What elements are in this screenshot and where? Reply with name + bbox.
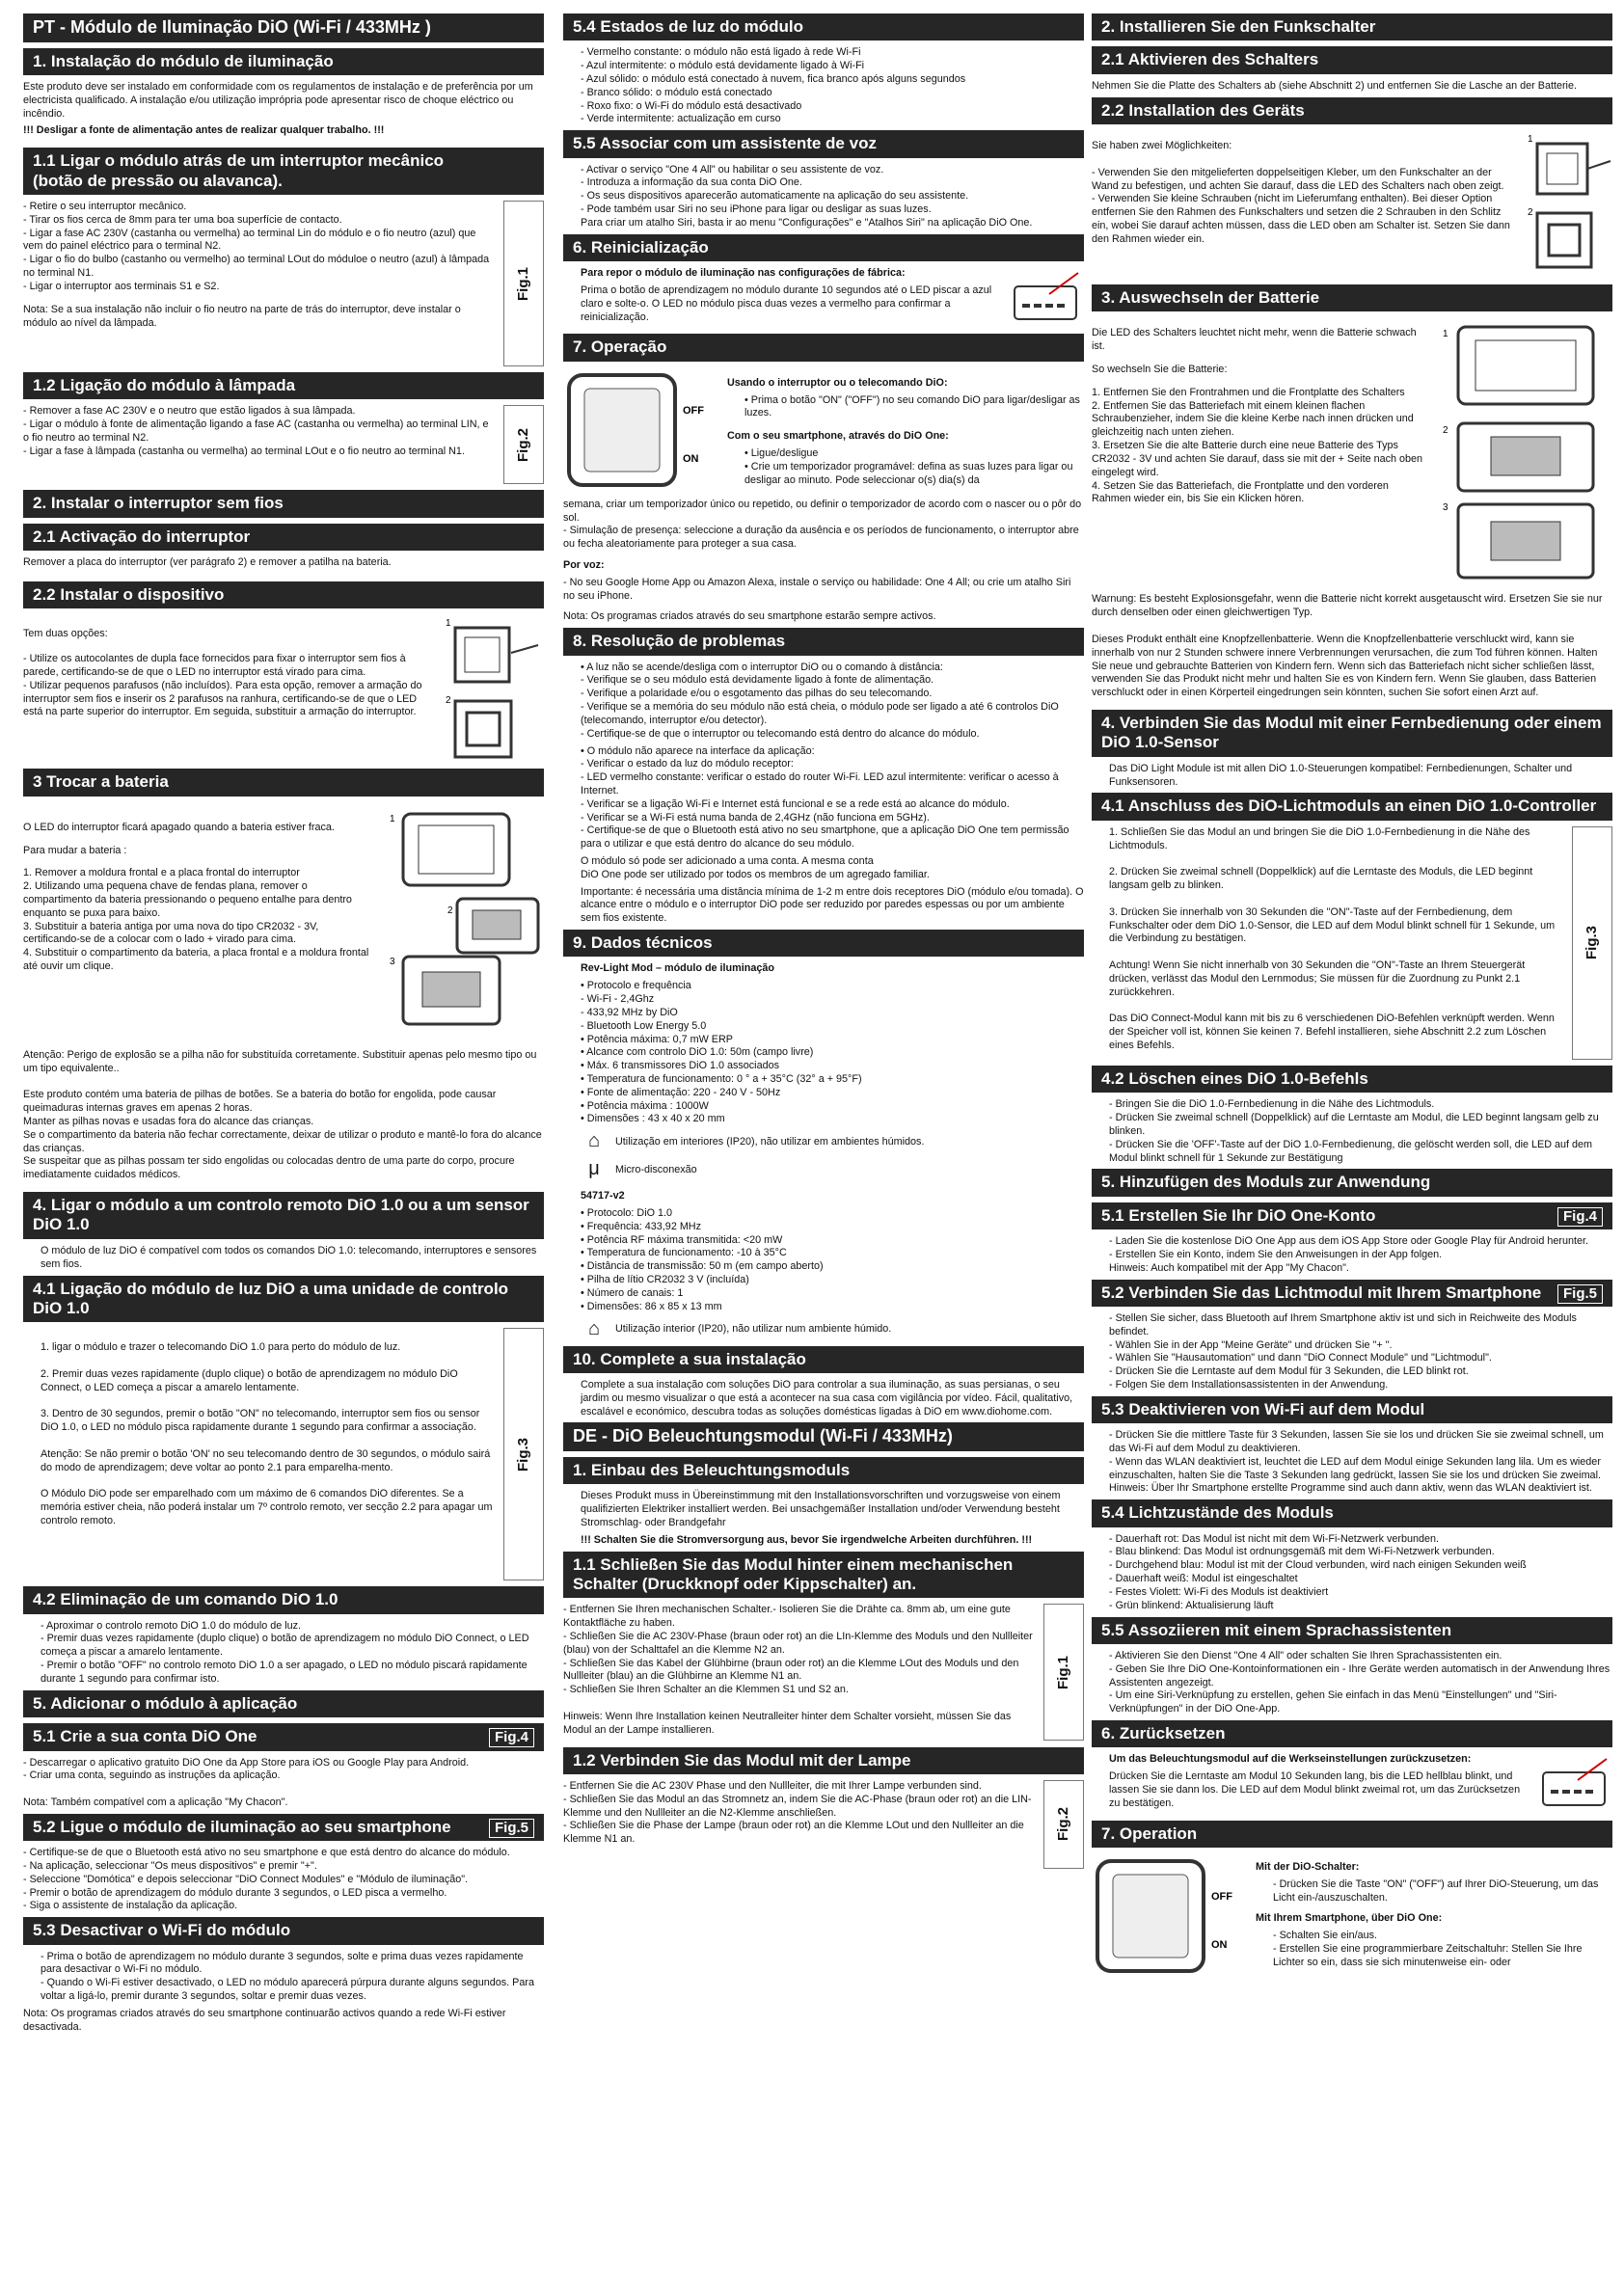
de-s3-battery-safety: Dieses Produkt enthält eine Knopfzellenbatterie. Wenn die Knopfzellenbatterie verschluckt wird, kann sie innerhalb von nur 2 Stunden schwere innere Verbrennungen verursachen, die zum Tod führen können. Halten Sie neue und gebrauchte Batterien von Kindern fern. Wenn sich das Batteriefach nicht sicher schließen lässt, verwenden Sie das Produkt nicht mehr und halten Sie es von Kindern fern. Wenn Sie glauben, dass Batterien verschluckt oder in einen Körperteil eingedrungen sein könnten, suchen Sie sofort einen Arzt auf. [1092, 634, 1598, 699]
svg-text:2: 2 [447, 905, 453, 916]
de-s7-block [1092, 1853, 1612, 1979]
de-s11-block [563, 1604, 1084, 1741]
de-s4-text: Das DiO Light Module ist mit allen DiO 1.0-Steuerungen kompatibel: Fernbedienungen, Schalter und Funksensoren. [1109, 762, 1573, 788]
pt-s8-text-3: O módulo só pode ser adicionado a uma conta. A mesma conta DiO One pode ser utilizado por todos os membros de um agregado familiar. [581, 855, 930, 880]
de-s53-heading: 5.3 Deaktivieren von Wi-Fi auf dem Modul [1092, 1396, 1612, 1423]
de-fig3-label: Fig.3 [1572, 826, 1612, 1060]
pt-s51-heading: 5.1 Crie a sua conta DiO One Fig.4 [23, 1723, 544, 1750]
off-label: OFF [683, 404, 704, 417]
de-module-reset-illustration [1535, 1753, 1612, 1811]
pt-s54-heading: 5.4 Estados de luz do módulo [563, 14, 1084, 41]
pt-s7-note: Nota: Os programas criados através do seu smartphone estarão sempre activos. [563, 610, 936, 623]
pt-s3-text-2: Para mudar a bateria : [23, 844, 127, 856]
pt-s7-bold-1: Usando o interruptor ou o telecomando DiO: [727, 376, 948, 389]
de-s55-text: - Aktivieren Sie den Dienst "One 4 All" oder schalten Sie Ihren Sprachassistenten ein. - Geben Sie Ihre DiO One-Kontoinformationen ein - Ihre Geräte werden automatisch in der Anwendung Ihres Assistenten angezeigt. - Um eine Siri-Verknüpfung zu erstellen, gehen Sie einfach in das Menü "Einstellungen" und "Siri-Verknüpfungen" in der DiO One-App. [1109, 1649, 1610, 1715]
pt-s4-text: O módulo de luz DiO é compatível com todos os comandos DiO 1.0: telecomando, interruptores e sensores sem fios. [41, 1244, 537, 1270]
pt-s22-block [23, 614, 544, 759]
de-s1-warning: !!! Schalten Sie die Stromversorgung aus, bevor Sie irgendwelche Arbeiten durchführen. !!! [581, 1533, 1033, 1546]
pt-s53-note: Nota: Os programas criados através do seu smartphone continuarão activos quando a rede Wi-Fi estiver desactivada. [23, 2007, 506, 2033]
on-label: ON [683, 452, 699, 465]
de-s21-heading: 2.1 Aktivieren des Schalters [1092, 46, 1612, 73]
de-s21-text: Nehmen Sie die Platte des Schalters ab (siehe Abschnitt 2) und entfernen Sie die Lasche an der Batterie. [1092, 79, 1577, 92]
de-s7-text-1: - Drücken Sie die Taste "ON" ("OFF") auf Ihrer DiO-Steuerung, um das Licht ein-/auszuschalten. [1273, 1877, 1599, 1904]
pt-s53-text: - Prima o botão de aprendizagem no módulo durante 3 segundos, solte e prima duas vezes rapidamente para desactivar o Wi-Fi no módulo. - Quando o Wi-Fi estiver desactivado, o LED no módulo aparecerá púrpura durante alguns segundos. Para voltar a ligá-lo, premir durante 3 segundos, soltar e premir duas vezes. [41, 1950, 534, 2003]
de-s3-text-2: So wechseln Sie die Batterie: [1092, 364, 1228, 375]
de-switch-mount-illustration [1526, 130, 1612, 275]
svg-text:3: 3 [390, 956, 395, 967]
de-s6-block [1092, 1753, 1612, 1814]
svg-text:2: 2 [446, 695, 451, 707]
micro-disconnect-row: μ Micro-disconexão [581, 1158, 1084, 1180]
de-s6-text: Drücken Sie die Lerntaste am Modul 10 Sekunden lang, bis die LED hellblau blinkt, und lassen Sie sie dann los. Die LED auf dem Modul blinkt zweimal rot, um das Zurücksetzen zu bestätigen. [1109, 1770, 1521, 1809]
pt-s8-text-1: • A luz não se acende/desliga com o interruptor DiO ou o comando à distância: - Verifique se o seu módulo está devidamente ligado à fonte de alimentação. - Verifique a polaridade e/ou o esgotamento das pilhas do seu telecomando. - Verifique se a memória do seu módulo não está cheia, o módulo pode ser ligado a até 6 controlos DiO (telecomando, interruptor e/ou detector). - Certifique-se de que o interruptor ou telecomando está dentro do alcance do módulo. [581, 661, 1059, 740]
de-s54-heading: 5.4 Lichtzustände des Moduls [1092, 1499, 1612, 1526]
de-s7-heading: 7. Operation [1092, 1821, 1612, 1848]
pt-s7-text-3: semana, criar um temporizador único ou repetido, ou definir o temporizador de acordo com o nascer ou o pôr do sol. - Simulação de presença: seleccione a duração da ausência e os períodos de funcionamento, o interruptor abre ou fecha aleatoriamente para proteger a sua casa. [563, 498, 1082, 551]
pt-s7-text-2: • Ligue/desligue • Crie um temporizador programável: defina as suas luzes para ligar ou desligar ao minuto. Pode seleccionar o(s) dia(s) da [744, 447, 1073, 486]
pt-s7-bold-3: Por voz: [563, 559, 605, 571]
de-s55-heading: 5.5 Assoziieren mit einem Sprachassistenten [1092, 1617, 1612, 1644]
pt-s52-heading: 5.2 Ligue o módulo de iluminação ao seu smartphone Fig.5 [23, 1814, 544, 1841]
house-icon: ⌂ [587, 1130, 601, 1152]
module-reset-illustration [1007, 267, 1084, 325]
pt-s12-text: - Remover a fase AC 230V e o neutro que estão ligados à sua lâmpada. - Ligar o módulo à fonte de alimentação ligando a fase AC (castanha ou vermelha) ao terminal LIN, e o fio neutro ao terminal N2. - Ligar a fase à lâmpada (castanha ou vermelha) ao terminal LOut e o fio neutro ao terminal N1. [23, 405, 489, 457]
pt-s11-block [23, 201, 544, 366]
de-s6-bold: Um das Beleuchtungsmodul auf die Werkseinstellungen zurückzusetzen: [1109, 1753, 1472, 1766]
de-switch-on-off-illustration [1092, 1853, 1246, 1979]
de-s3-warning: Warnung: Es besteht Explosionsgefahr, wenn die Batterie nicht korrekt ausgetauscht wird. Ersetzen Sie sie nur durch denselben oder einen gleichwertigen Typ. [1092, 593, 1603, 619]
pt-s10-text: Complete a sua instalação com soluções DiO para controlar a sua iluminação, as suas persianas, o seu jardim ou mesmo visualizar o que está a acontecer na sua casa com vigilância por vídeo. Fácil, qualitativo, escalável e económico, descubra todas as soluções domésticas ligadas à DiO em www.diohome.com. [581, 1378, 1073, 1418]
de-s12-block [563, 1780, 1084, 1869]
pt-s41-text: 1. ligar o módulo e trazer o telecomando DiO 1.0 para perto do módulo de luz. 2. Premir duas vezes rapidamente (duplo clique) o botão de aprendizagem no módulo DiO Connect, o LED começa a piscar a amarelo lentamente. 3. Dentro de 30 segundos, premir o botão "ON" no telecomando, interruptor sem fios ou sensor DiO 1.0, o LED no módulo pisca rapidamente durante 1 segundo para confirmar a associação. Atenção: Se não premir o botão 'ON' no seu telecomando dentro de 30 segundos, o módulo sairá do modo de aprendizagem; deve voltar ao ponto 2.1 para emparelha-mento. O Módulo DiO pode ser emparelhado com um máximo de 6 comandos DiO diferentes. Se a memória estiver cheia, não poderá instalar um 7º controlo remoto, ver secção 2.2 para apagar um controlo remoto. [41, 1341, 493, 1526]
svg-text:1: 1 [446, 618, 451, 630]
pt-s42-text: - Aproximar o controlo remoto DiO 1.0 do módulo de luz. - Premir duas vezes rapidamente (duplo clique) o botão de aprendizagem no módulo DiO Connect, o LED começa a piscar a amarelo lentamente. - Premir o botão "OFF" no controlo remoto DiO 1.0 a ser apagado, o LED no módulo piscará rapidamente durante 1 segundo para confirmar isto. [41, 1619, 529, 1685]
column-3 [1092, 14, 1612, 1985]
de-s53-text: - Drücken Sie die mittlere Taste für 3 Sekunden, lassen Sie sie los und drücken Sie sie zweimal schnell, um das Wi-Fi auf dem Modul zu deaktivieren. - Wenn das WLAN deaktiviert ist, leuchtet die LED auf dem Modul einige Sekunden lang lila. Um es wieder einzuschalten, halten Sie die Taste 3 Sekunden lang gedrückt, lassen Sie sie los und drücken Sie zweimal. Hinweis: Über Ihr Smartphone erstellte Programme sind auch dann aktiv, wenn das WLAN deaktiviert ist. [1109, 1429, 1604, 1495]
pt-s8-text-4: Importante: é necessária uma distância mínima de 1-2 m entre dois receptores DiO (módulo e/ou tomada). O alcance entre o módulo e o interruptor DiO pode ser reduzido por paredes espessas ou por um ambiente sem fios existente. [581, 885, 1084, 925]
pt-s3-heading: 3 Trocar a bateria [23, 769, 544, 796]
de-s5-heading: 5. Hinzufügen des Moduls zur Anwendung [1092, 1169, 1612, 1196]
svg-text:1: 1 [1443, 329, 1448, 340]
svg-text:2: 2 [1528, 206, 1533, 218]
switch-on-off-illustration [563, 367, 717, 493]
de-s22-text-2: - Verwenden Sie den mitgelieferten doppelseitigen Kleber, um den Funkschalter an der Wand zu befestigen, und achten Sie darauf, dass die LED des Schalters nach oben zeigt. - Verwenden Sie kleine Schrauben (nicht im Lieferumfang enthalten). Bei dieser Option entfernen Sie den Rahmen des Funkschalters und setzen die 2 Schrauben in den Schlitz ein, wobei Sie darauf achten müssen, dass die LED oben am Schalter ist. Setzen Sie dann den Rahmen wieder ein. [1092, 166, 1510, 245]
pt-s51-text: - Descarregar o aplicativo gratuito DiO One da App Store para iOS ou Google Play para Android. - Criar uma conta, seguindo as instruções da aplicação. Nota: Também compatível com a aplicação "My Chacon". [23, 1756, 470, 1808]
pt-s22-text-2: - Utilize os autocolantes de dupla face fornecidos para fixar o interruptor sem fios à parede, certificando-se de que o LED no interruptor está virado para cima. - Utilizar pequenos parafusos (não incluídos). Para esta opção, remover a armação do interruptor sem fios e inserir os 2 parafusos na ranhura, certificando-se de que o LED está na parte superior do interruptor. Em seguida, substituir a armação do interruptor. [23, 653, 422, 718]
pt-s41-block [23, 1328, 544, 1580]
pt-s3-battery-safety: Este produto contém uma bateria de pilhas de botões. Se a bateria do botão for engolida, pode causar queimaduras internas graves em apenas 2 horas. Manter as pilhas novas e usadas fora do alcance das crianças. Se o compartimento da bateria não fechar correctamente, deixar de utilizar o produto e mantê-lo fora do alcance das crianças. Se suspeitar que as pilhas possam ter sido engolidas ou colocadas dentro de uma parte do corpo, procure imediatamente cuidados médicos. [23, 1089, 542, 1181]
pt-s52-text: - Certifique-se de que o Bluetooth está ativo no seu smartphone e que está dentro do alcance do módulo. - Na aplicação, seleccionar "Os meus dispositivos" e premir "+". - Seleccione "Domótica" e depois seleccionar "DiO Connect Modules" e "Módulo de iluminação". - Premir o botão de aprendizagem do módulo durante 3 segundos, o LED pisca a vermelho. - Siga o assistente de instalação da aplicação. [23, 1847, 510, 1912]
de-s51-text: - Laden Sie die kostenlose DiO One App aus dem iOS App Store oder Google Play für Android herunter. - Erstellen Sie ein Konto, indem Sie den Anweisungen in der App folgen. Hinweis: Auch kompatibel mit der App "My Chacon". [1109, 1235, 1588, 1274]
pt-s7-text-4: - No seu Google Home App ou Amazon Alexa, instale o serviço ou habilidade: One 4 All; ou crie um atalho Siri no seu iPhone. [563, 576, 1071, 602]
pt-s21-heading: 2.1 Activação do interruptor [23, 524, 544, 551]
pt-s7-block [563, 367, 1084, 493]
pt-s7-text-1: • Prima o botão "ON" ("OFF") no seu comando DiO para ligar/desligar as luzes. [744, 393, 1080, 419]
svg-text:3: 3 [1443, 502, 1448, 514]
pt-s11-text: - Retire o seu interruptor mecânico. - Tirar os fios cerca de 8mm para ter uma boa superfície de contacto. - Ligar a fase AC 230V (castanha ou vermelha) ao terminal Lin do módulo e o fio neutro (azul) que vem do painel eléctrico para o terminal N2. - Ligar o fio do bulbo (castanho ou vermelho) ao terminal LOut do móduloe o neutro (azul) à lâmpada no terminal N1. - Ligar o interruptor aos terminais S1 e S2. [23, 201, 490, 292]
pt-s41-heading: 4.1 Ligação do módulo de luz DiO a uma unidade de controlo DiO 1.0 [23, 1276, 544, 1323]
pt-s22-text-1: Tem duas opções: [23, 628, 108, 640]
pt-s6-bold: Para repor o módulo de iluminação nas configurações de fábrica: [581, 267, 906, 280]
fig5-label: Fig.5 [489, 1819, 534, 1838]
switch-mount-illustration [438, 614, 544, 759]
de-s3-heading: 3. Auswechseln der Batterie [1092, 284, 1612, 311]
de-fig1-label: Fig.1 [1043, 1604, 1084, 1741]
fig3-label: Fig.3 [503, 1328, 544, 1580]
pt-s8-text-2: • O módulo não aparece na interface da aplicação: - Verificar o estado da luz do módulo receptor: - LED vermelho constante: verificar o estado do router Wi-Fi. LED azul intermitente: verificar o acesso à Internet. - Verificar se a ligação Wi-Fi e Internet está funcional e se a rede está ao alcance do módulo. - Verificar se a Wi-Fi está numa banda de 2,4GHz (não funciona em 5GHz). - Certifique-se de que o Bluetooth está ativo no seu smartphone, que a aplicação DiO One tem permissão para o utilizar e que está dentro do alcance do seu módulo. [581, 744, 1069, 851]
de-fig2-label: Fig.2 [1043, 1780, 1084, 1869]
de-s1-heading: 1. Einbau des Beleuchtungsmoduls [563, 1457, 1084, 1484]
de-s41-heading: 4.1 Anschluss des DiO-Lichtmoduls an einen DiO 1.0-Controller [1092, 793, 1612, 820]
de-off-label: OFF [1211, 1891, 1232, 1903]
pt-s4-heading: 4. Ligar o módulo a um controlo remoto DiO 1.0 ou a um sensor DiO 1.0 [23, 1192, 544, 1239]
pt-s10-heading: 10. Complete a sua instalação [563, 1346, 1084, 1373]
pt-s55-text: - Activar o serviço "One 4 All" ou habilitar o seu assistente de voz. - Introduza a informação da sua conta DiO One. - Os seus dispositivos aparecerão automaticamente na aplicação do seu assistente. - Pode também usar Siri no seu iPhone para ligar ou desligar as suas luzes. Para criar um atalho Siri, basta ir ao menu "Configurações" e "Atalhos Siri" na aplicação DiO One. [581, 163, 1033, 229]
de-battery-replace-illustration [1439, 317, 1612, 587]
pt-s9-text-1: • Protocolo e frequência - Wi-Fi - 2,4Ghz - 433,92 MHz by DiO - Bluetooth Low Energy 5.0 • Potência máxima: 0,7 mW ERP • Alcance com controlo DiO 1.0: 50m (campo livre) • Máx. 6 transmissores DiO 1.0 associados • Temperatura de funcionamento: 0 ° a + 35°C (32° a + 95°F) • Fonte de alimentação: 220 - 240 V - 50Hz • Potência máxima : 1000W • Dimensões : 43 x 40 x 20 mm [581, 980, 862, 1125]
indoor-use-row-2: ⌂ Utilização interior (IP20), não utilizar num ambiente húmido. [581, 1318, 1084, 1340]
de-s7-bold-2: Mit Ihrem Smartphone, über DiO One: [1256, 1912, 1443, 1925]
pt-s22-heading: 2.2 Instalar o dispositivo [23, 581, 544, 608]
de-s51-heading: 5.1 Erstellen Sie Ihr DiO One-Konto Fig.4 [1092, 1202, 1612, 1229]
indoor-use-row: ⌂ Utilização em interiores (IP20), não utilizar em ambientes húmidos. [581, 1130, 1084, 1152]
column-2 [563, 14, 1084, 1875]
pt-s1-warning: !!! Desligar a fonte de alimentação antes de realizar qualquer trabalho. !!! [23, 124, 385, 137]
de-s3-steps: 1. Entfernen Sie den Frontrahmen und die Frontplatte des Schalters 2. Entfernen Sie das Batteriefach mit einem kleinen flachen Schraubenzieher, indem Sie die kleine Kerbe nach innen drücken und gleichzeitig nach unten ziehen. 3. Ersetzen Sie die alte Batterie durch eine neue Batterie des Typs CR2032 - 3V und achten Sie darauf, dass sie mit der + Seite nach oben eingelegt wird. 4. Setzen Sie das Batteriefach, die Frontplatte und den vorderen Rahmen wieder ein, bis Sie ein Klicken hören. [1092, 386, 1423, 505]
pt-title: PT - Módulo de Iluminação DiO (Wi-Fi / 433MHz ) [23, 14, 544, 42]
pt-s1-text: Este produto deve ser instalado em conformidade com os regulamentos de instalação e de preferência por um electricista qualificado. A instalação e/ou utilização imprópria pode apresentar risco de choque eléctrico ou incêndio. [23, 80, 533, 120]
pt-s11-note: Nota: Se a sua instalação não incluir o fio neutro na parte de trás do interruptor, deve instalar o módulo ao nível da lâmpada. [23, 303, 461, 329]
pt-s2-heading: 2. Instalar o interruptor sem fios [23, 490, 544, 517]
pt-s12-block [23, 405, 544, 484]
pt-s8-heading: 8. Resolução de problemas [563, 628, 1084, 655]
de-s2-heading: 2. Installieren Sie den Funkschalter [1092, 14, 1612, 41]
de-s22-heading: 2.2 Installation des Geräts [1092, 97, 1612, 124]
pt-s9-text-2: • Protocolo: DiO 1.0 • Frequência: 433,92 MHz • Potência RF máxima transmitida: <20 mW • Temperatura de funcionamento: -10 à 35°C • Distância de transmissão: 50 m (em campo aberto) • Pilha de lítio CR2032 3 V (incluída) • Número de canais: 1 • Dimensões: 86 x 85 x 13 mm [581, 1207, 824, 1312]
de-s52-text: - Stellen Sie sicher, dass Bluetooth auf Ihrem Smartphone aktiv ist und sich in Reichweite des Moduls befindet. - Wählen Sie in der App "Meine Geräte" und drücken Sie "+ ". - Wählen Sie "Hausautomation" und dann "DiO Connect Module" und "Lichtmodul". - Drücken Sie die Lerntaste auf dem Modul für 3 Sekunden, die LED blinkt rot. - Folgen Sie dem Installationsassistenten in der Anwendung. [1109, 1311, 1577, 1391]
de-on-label: ON [1211, 1939, 1228, 1951]
pt-s55-heading: 5.5 Associar com um assistente de voz [563, 130, 1084, 157]
de-s22-block [1092, 130, 1612, 275]
fig2-label: Fig.2 [503, 405, 544, 484]
de-s7-text-2: - Schalten Sie ein/aus. - Erstellen Sie eine programmierbare Zeitschaltuhr: Stellen Sie Ihre Lichter so ein, dass sie sich minutenweise ein- oder [1273, 1930, 1583, 1968]
de-s12-text: - Entfernen Sie die AC 230V Phase und den Nullleiter, die mit Ihrer Lampe verbunden sind. - Schließen Sie das Modul an das Stromnetz an, indem Sie die AC-Phase (braun oder rot) an die LIN-Klemme und den Nullleiter an die N2-Klemme anschließen. - Schließen Sie die Phase der Lampe (braun oder rot) an die Klemme LOut und den Nullleiter an die Klemme N1 an. [563, 1779, 1032, 1846]
pt-s5-heading: 5. Adicionar o módulo à aplicação [23, 1690, 544, 1717]
micro-disconnect-icon: μ [588, 1158, 600, 1180]
de-fig5-label: Fig.5 [1557, 1284, 1603, 1304]
de-fig4-label: Fig.4 [1557, 1207, 1603, 1227]
pt-s9-bold-2: 54717-v2 [581, 1190, 625, 1202]
de-title: DE - DiO Beleuchtungsmodul (Wi-Fi / 433MHz) [563, 1422, 1084, 1451]
pt-s9-bold-1: Rev-Light Mod – módulo de iluminação [581, 962, 774, 975]
de-s4-heading: 4. Verbinden Sie das Modul mit einer Fernbedienung oder einem DiO 1.0-Sensor [1092, 710, 1612, 757]
pt-s53-heading: 5.3 Desactivar o Wi-Fi do módulo [23, 1917, 544, 1944]
de-s12-heading: 1.2 Verbinden Sie das Modul mit der Lampe [563, 1747, 1084, 1774]
svg-text:2: 2 [1443, 425, 1448, 437]
de-s3-block [1092, 317, 1612, 587]
svg-text:1: 1 [1528, 133, 1533, 145]
fig4-label: Fig.4 [489, 1728, 534, 1747]
pt-s42-heading: 4.2 Eliminação de um comando DiO 1.0 [23, 1586, 544, 1613]
de-s7-bold-1: Mit der DiO-Schalter: [1256, 1861, 1360, 1873]
de-s22-text-1: Sie haben zwei Möglichkeiten: [1092, 139, 1232, 151]
pt-s9-heading: 9. Dados técnicos [563, 930, 1084, 957]
pt-s11-heading: 1.1 Ligar o módulo atrás de um interruptor mecânico (botão de pressão ou alavanca). [23, 148, 544, 195]
pt-s54-text: - Vermelho constante: o módulo não está ligado à rede Wi-Fi - Azul intermitente: o módulo está devidamente ligado à Wi-Fi - Azul sólido: o módulo está conectado à nuvem, fica branco após alguns segundos - Branco sólido: o módulo está conectado - Roxo fixo: o Wi-Fi do módulo está desactivado - Verde intermitente: actualização em curso [581, 46, 966, 125]
pt-s3-warning: Atenção: Perigo de explosão se a pilha não for substituída corretamente. Substituir apenas pelo mesmo tipo ou um tipo equivalente.. [23, 1048, 537, 1074]
battery-replace-illustration [380, 802, 544, 1043]
svg-text:1: 1 [390, 813, 395, 824]
de-s41-block [1092, 826, 1612, 1060]
house-icon: ⌂ [587, 1317, 601, 1339]
de-s41-text: 1. Schließen Sie das Modul an und bringen Sie die DiO 1.0-Fernbedienung in die Nähe des Lichtmoduls. 2. Drücken Sie zweimal schnell (Doppelklick) auf die Lerntaste des Moduls, die LED beginnt langsam gelb zu blinken. 3. Drücken Sie innerhalb von 30 Sekunden die "ON"-Taste auf der Fernbedienung, dem Funkschalter oder dem DiO 1.0-Sensor, die LED auf dem Modul blinkt schnell für 1 Sekunde, um die Verbindung zu bestätigen. Achtung! Wenn Sie nicht innerhalb von 30 Sekunden die "ON"-Taste an Ihrem Steuergerät drücken, verlässt das Modul den Lernmodus; Sie müssen für die Zuordnung zu Punkt 2.1 zurückkehren. Das DiO Connect-Modul kann mit bis zu 6 verschiedenen DiO-Befehlen verknüpft werden. Wenn der Speicher voll ist, können Sie keinen 7. Befehl installieren, siehe Abschnitt 2.2 zum Löschen eines Befehls. [1109, 825, 1556, 1051]
pt-s1-heading: 1. Instalação do módulo de iluminação [23, 48, 544, 75]
fig1-label: Fig.1 [503, 201, 544, 366]
de-s6-heading: 6. Zurücksetzen [1092, 1720, 1612, 1747]
de-s54-text: - Dauerhaft rot: Das Modul ist nicht mit dem Wi-Fi-Netzwerk verbunden. - Blau blinkend: Das Modul ist ordnungsgemäß mit dem Wi-Fi-Netzwerk verbunden. - Durchgehend blau: Modul ist mit der Cloud verbunden, wird nach einigen Sekunden weiß - Dauerhaft weiß: Modul ist eingeschaltet - Festes Violett: Wi-Fi des Moduls ist deaktiviert - Grün blinkend: Aktualisierung läuft [1109, 1532, 1527, 1611]
pt-s3-block [23, 802, 544, 1043]
de-s52-heading: 5.2 Verbinden Sie das Lichtmodul mit Ihrem Smartphone Fig.5 [1092, 1280, 1612, 1307]
de-s1-text: Dieses Produkt muss in Übereinstimmung mit den Installationsvorschriften und vorzugsweise von einem qualifizierten Elektriker installiert werden. Bei unsachgemäßer Installation und/oder Verwendung besteht Stromschlag- oder Brandgefahr [581, 1490, 1061, 1528]
pt-s7-heading: 7. Operação [563, 334, 1084, 361]
de-s3-text-1: Die LED des Schalters leuchtet nicht mehr, wenn die Batterie schwach ist. [1092, 327, 1417, 353]
pt-s3-steps: 1. Remover a moldura frontal e a placa frontal do interruptor 2. Utilizando uma pequena chave de fendas plana, remover o compartimento da bateria pressionando o pequeno entalhe para dentro enquanto se puxa para baixo. 3. Substituir a bateria antiga por uma nova do tipo CR2032 - 3V, certificando-se de a colocar com o lado + virado para cima. 4. Substituir o compartimento da bateria, a placa frontal e a moldura frontal até ouvir um clique. [23, 867, 369, 973]
pt-s6-heading: 6. Reinicialização [563, 234, 1084, 261]
pt-s6-block [563, 267, 1084, 328]
column-1 [23, 14, 544, 2038]
pt-s12-heading: 1.2 Ligação do módulo à lâmpada [23, 372, 544, 399]
pt-s3-text-1: O LED do interruptor ficará apagado quando a bateria estiver fraca. [23, 821, 335, 833]
de-s42-heading: 4.2 Löschen eines DiO 1.0-Befehls [1092, 1066, 1612, 1093]
de-s11-heading: 1.1 Schließen Sie das Modul hinter einem mechanischen Schalter (Druckknopf oder Kippschalter) an. [563, 1552, 1084, 1599]
pt-s21-text: Remover a placa do interruptor (ver parágrafo 2) e remover a patilha na bateria. [23, 556, 392, 569]
de-s11-text: - Entfernen Sie Ihren mechanischen Schalter.- Isolieren Sie die Drähte ca. 8mm ab, um eine gute Kontaktfläche zu haben. - Schließen Sie die AC 230V-Phase (braun oder rot) an die LIn-Klemme des Moduls und den Nullleiter (blau) von der Schalttafel an die Klemme N2 an. - Schließen Sie das Kabel der Glühbirne (braun oder rot) an die Klemme LOut des Moduls und den Nullleiter (blau) an die Glühbirne an Klemme N1 an. - Schließen Sie Ihren Schalter an die Klemmen S1 und S2 an. Hinweis: Wenn Ihre Installation keinen Neutralleiter hinter dem Schalter vorsieht, müssen Sie das Modul an der Lampe installieren. [563, 1604, 1033, 1736]
pt-s7-bold-2: Com o seu smartphone, através do DiO One: [727, 430, 949, 443]
pt-s6-text: Prima o botão de aprendizagem no módulo durante 10 segundos até o LED piscar a azul claro e solte-o. O LED no módulo pisca duas vezes a vermelho para confirmar a reinicialização. [581, 284, 992, 323]
de-s42-text: - Bringen Sie die DiO 1.0-Fernbedienung in die Nähe des Lichtmoduls. - Drücken Sie zweimal schnell (Doppelklick) auf die Lerntaste am Modul, die LED beginnt langsam gelb zu blinken. - Drücken Sie die 'OFF'-Taste auf der DiO 1.0-Fernbedienung, die gelöscht werden soll, die LED auf dem Modul blinkt schnell für 1 Sekunde zur Bestätigung [1109, 1098, 1599, 1164]
